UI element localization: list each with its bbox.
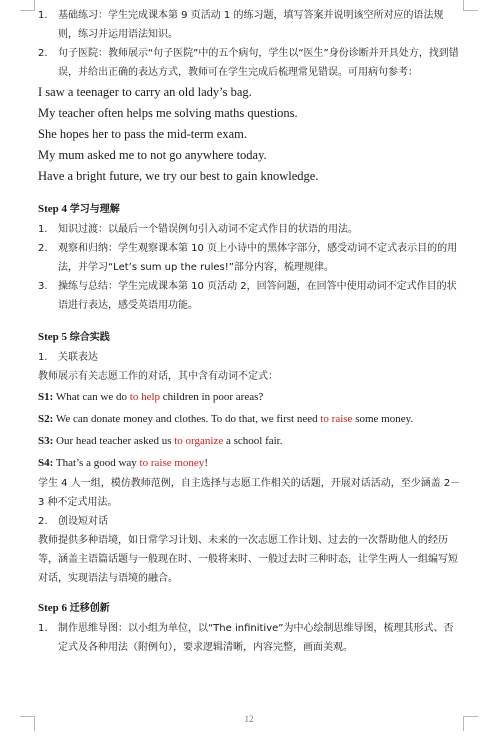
list-item — [38, 239, 462, 277]
sick-sentence: My teacher often helps me solving maths questions. — [38, 106, 298, 120]
dialogue-text: We can donate money and clothes. To do that, we first need — [55, 413, 321, 425]
item-text: 观察和归纳：学生观察课本第 10 页上小诗中的黑体字部分，感受动词不定式表示目的的用法，并学习“Let’s sum up the rules!”部分内容，梳理规律。 — [58, 243, 458, 273]
infinitive-highlight: to raise — [320, 413, 353, 425]
dialogue-line — [38, 430, 462, 452]
speaker-label: S3: — [38, 435, 54, 447]
crop-mark-top-right — [463, 0, 478, 11]
dialogue-text: some money. — [352, 413, 414, 425]
dialogue-text: That’s a good way — [55, 457, 140, 469]
list-item — [38, 277, 462, 315]
item-number: 1. — [38, 623, 48, 634]
dialogue-line — [38, 386, 462, 408]
dialogue-text: Our head teacher asked us — [56, 435, 175, 447]
item-number: 3. — [38, 281, 48, 292]
step-number: Step 4 — [38, 203, 68, 215]
page-content — [38, 6, 462, 657]
speaker-label: S4: — [38, 457, 54, 469]
dialogue-text: a school fair. — [223, 435, 283, 447]
sub-heading — [38, 348, 462, 367]
list-item — [38, 44, 462, 82]
step5-heading — [38, 327, 462, 348]
item-text: 关联表达 — [58, 352, 98, 363]
list-item — [38, 619, 462, 657]
infinitive-highlight: to help — [129, 391, 161, 403]
item-number: 2. — [38, 243, 48, 254]
infinitive-highlight: to raise money — [139, 457, 205, 469]
dialogue-text: ! — [204, 457, 208, 469]
item-text: 操练与总结：学生完成课本第 10 页活动 2，回答问题，在回答中使用动词不定式作目的状语进行表达，感受英语用功能。 — [58, 281, 457, 311]
step-number: Step 6 — [38, 602, 68, 614]
page-number: 12 — [244, 714, 254, 724]
item-number: 1. — [38, 224, 48, 235]
item-text: 创设短对话 — [58, 516, 108, 527]
item-text: 句子医院：教师展示“句子医院”中的五个病句，学生以“医生”身份诊断并开具处方，找到错误，并给出正确的表达方式，教师可在学生完成后梳理常见错误。可用病句参考： — [58, 48, 459, 78]
dialogue-line — [38, 408, 462, 430]
list-item — [38, 220, 462, 239]
item-text: 知识过渡：以最后一个错误例句引入动词不定式作目的状语的用法。 — [58, 224, 358, 235]
crop-mark-top-left — [20, 0, 35, 11]
sick-sentence: My mum asked me to not go anywhere today. — [38, 148, 267, 162]
list-item — [38, 6, 462, 44]
group-activity-text: 学生 4 人一组，模仿教师范例，自主选择与志愿工作相关的话题，开展对话活动，至少涵盖 2－3 种不定式用法。 — [38, 478, 461, 508]
item-text: 基础练习：学生完成课本第 9 页活动 1 的练习题，填写答案并说明该空所对应的语法规则，练习并运用语法知识。 — [58, 10, 444, 40]
item-text: 制作思维导图：以小组为单位，以“The infinitive”为中心绘制思维导图，梳理其形式、否定式及各种用法（附例句），要求逻辑清晰，内容完整，画面美观。 — [58, 623, 454, 653]
dialogue-text: children in poor areas? — [160, 391, 264, 403]
sick-sentence: Have a bright future, we try our best to gain knowledge. — [38, 169, 319, 183]
step-title: 迁移创新 — [69, 603, 110, 614]
step6-heading — [38, 598, 462, 619]
item-number: 1. — [38, 10, 48, 21]
sub-heading — [38, 512, 462, 531]
sick-sentence: She hopes her to pass the mid-term exam. — [38, 127, 247, 141]
scene-text: 教师提供多种语境，如日常学习计划、未来的一次志愿工作计划、过去的一次帮助他人的经历等，涵盖主语篇话题与一般现在时、一般将来时、一般过去时三种时态，让学生两人一组编写短对话，实现语法与语境的融合。 — [38, 535, 458, 584]
item-number: 2. — [38, 48, 48, 59]
infinitive-highlight: to organize — [174, 435, 224, 447]
step-number: Step 5 — [38, 331, 68, 343]
dialogue-line — [38, 452, 462, 474]
speaker-label: S2: — [38, 413, 54, 425]
sick-sentence: I saw a teenager to carry an old lady’s bag. — [38, 85, 252, 99]
dialogue-intro: 教师展示有关志愿工作的对话，其中含有动词不定式： — [38, 371, 278, 382]
dialogue-text: What can we do — [55, 391, 130, 403]
item-number: 2. — [38, 516, 48, 527]
step-title: 综合实践 — [69, 332, 110, 343]
item-number: 1. — [38, 352, 48, 363]
step-title: 学习与理解 — [69, 204, 120, 215]
speaker-label: S1: — [38, 391, 54, 403]
step4-heading — [38, 199, 462, 220]
